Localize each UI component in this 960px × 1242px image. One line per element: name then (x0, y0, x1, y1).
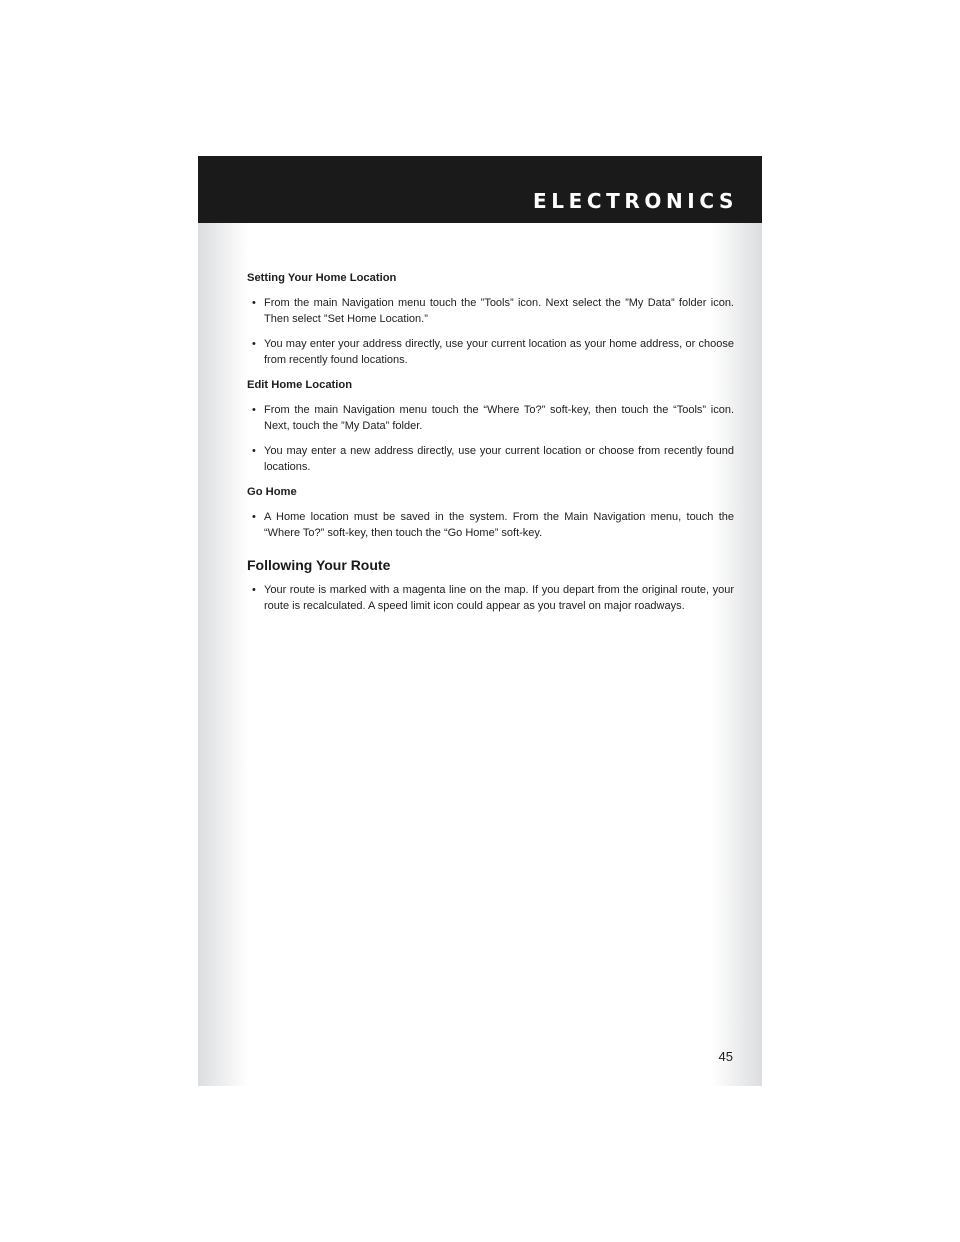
bullet-dot-icon: • (252, 404, 256, 416)
manual-page (198, 156, 762, 1086)
page-number: 45 (718, 1049, 733, 1064)
subheading-go-home: Go Home (247, 486, 297, 498)
subheading-edit-home-location: Edit Home Location (247, 379, 353, 391)
bullet-text: You may enter a new address directly, use your current location or choose from recently found locations. (264, 445, 734, 473)
bullet-item (247, 509, 734, 541)
bullet-item (247, 402, 734, 434)
subheading-setting-home-location: Setting Your Home Location (247, 272, 397, 284)
bullet-item (247, 336, 734, 368)
section-title: ELECTRONICS (532, 189, 738, 213)
bullet-text: From the main Navigation menu touch the “Where To?” soft-key, then touch the “Tools” icon. Next, touch the ”My Data” folder. (264, 404, 734, 432)
bullet-dot-icon: • (252, 338, 256, 350)
section-header-band (198, 156, 762, 223)
heading-following-your-route: Following Your Route (247, 557, 391, 573)
bullet-dot-icon: • (252, 445, 256, 457)
page-content (247, 270, 734, 623)
bullet-text: From the main Navigation menu touch the ”Tools” icon. Next select the ”My Data” folder icon. Then select ”Set Home Location.” (264, 297, 734, 325)
bullet-dot-icon: • (252, 584, 256, 596)
bullet-text: A Home location must be saved in the system. From the Main Navigation menu, touch the “Where To?” soft-key, then touch the “Go Home” soft-key. (264, 511, 734, 539)
bullet-dot-icon: • (252, 511, 256, 523)
bullet-item (247, 443, 734, 475)
bullet-item (247, 582, 734, 614)
bullet-item (247, 295, 734, 327)
bullet-dot-icon: • (252, 297, 256, 309)
bullet-text: Your route is marked with a magenta line on the map. If you depart from the original route, your route is recalculated. A speed limit icon could appear as you travel on major roadways. (264, 584, 734, 612)
bullet-text: You may enter your address directly, use your current location as your home address, or choose from recently found locations. (264, 338, 734, 366)
